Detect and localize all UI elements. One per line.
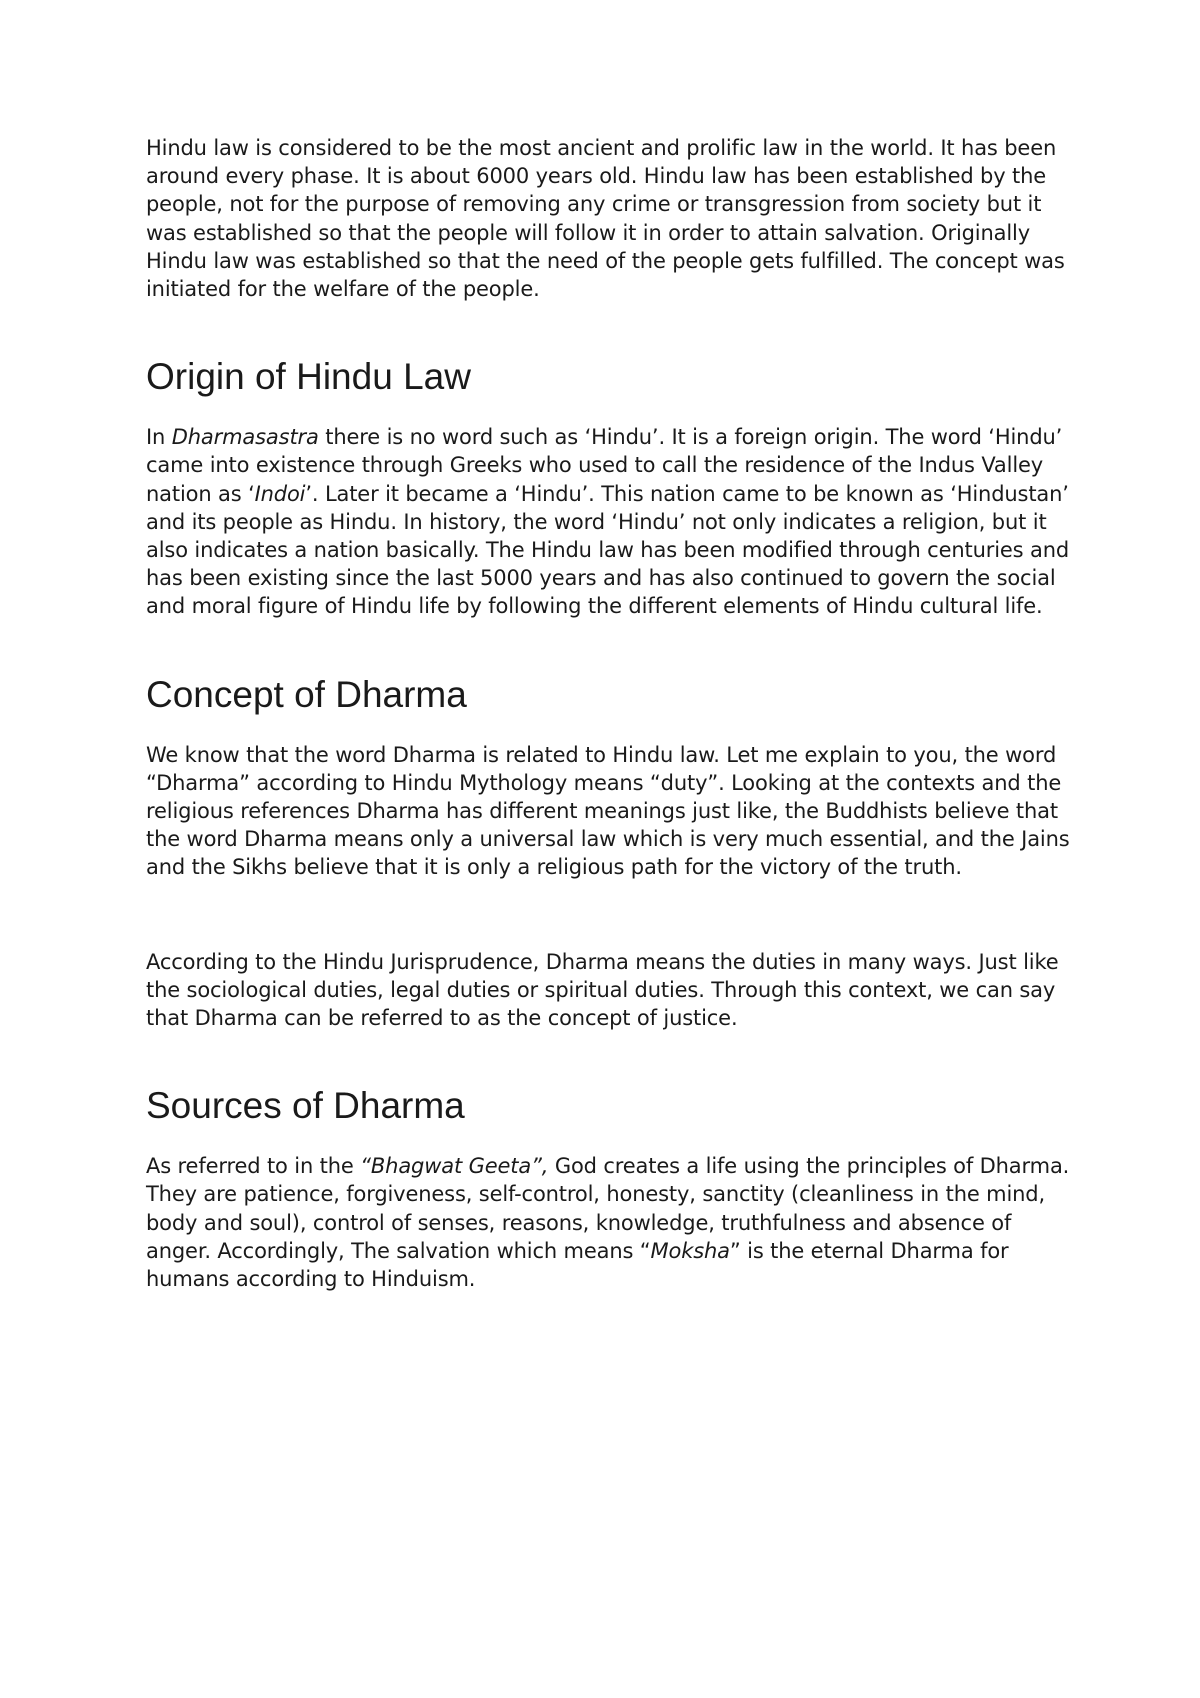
italic-moksha: Moksha	[650, 1238, 730, 1263]
italic-dharmasastra: Dharmasastra	[171, 425, 319, 450]
heading-origin-of-hindu-law: Origin of Hindu Law	[146, 356, 471, 398]
intro-paragraph: Hindu law is considered to be the most ancient and prolific law in the world. It has been around every phase. It is about 6000 years old. Hindu law has been established by the people, not for the purpose of removing any crime or transgression from society but it was established so that the people will follow it in order to attain salvation. Originally Hindu law was established so that the need of the people gets fulfilled. The concept was initiated for the welfare of the people.	[146, 136, 1065, 302]
sources-paragraph: As referred to in the “Bhagwat Geeta”, God creates a life using the principles of Dharma. They are patience, forgiveness, self-control, honesty, sanctity (cleanliness in the mind, body and soul), control of senses, reasons, knowledge, truthfulness and absence of anger. Accordingly, The salvation which means “Moksha” is the eternal Dharma for humans according to Hinduism.	[146, 1154, 1070, 1292]
concept-paragraph-2: According to the Hindu Jurisprudence, Dharma means the duties in many ways. Just like the sociological duties, legal duties or spiritual duties. Through this context, we can say that Dharma can be referred to as the concept of justice.	[146, 949, 1059, 1031]
heading-sources-of-dharma: Sources of Dharma	[146, 1085, 465, 1127]
document-body	[146, 134, 1076, 1293]
heading-concept-of-dharma: Concept of Dharma	[146, 673, 467, 715]
concept-paragraph-1: We know that the word Dharma is related to Hindu law. Let me explain to you, the word “Dharma” according to Hindu Mythology means “duty”. Looking at the contexts and the religious references Dharma has different meanings just like, the Buddhists believe that the word Dharma means only a universal law which is very much essential, and the Jains and the Sikhs believe that it is only a religious path for the victory of the truth.	[146, 742, 1070, 880]
origin-paragraph: In Dharmasastra there is no word such as ‘Hindu’. It is a foreign origin. The word ‘Hindu’ came into existence through Greeks who used to call the residence of the Indus Valley nation as ‘Indoi’. Later it became a ‘Hindu’. This nation came to be known as ‘Hindustan’ and its people as Hindu. In history, the word ‘Hindu’ not only indicates a religion, but it also indicates a nation basically. The Hindu law has been modified through centuries and has been existing since the last 5000 years and has also continued to govern the social and moral figure of Hindu life by following the different elements of Hindu cultural life.	[146, 425, 1070, 619]
italic-indoi: Indoi	[254, 481, 306, 506]
italic-bhagwat-geeta: “Bhagwat Geeta”,	[360, 1154, 549, 1179]
